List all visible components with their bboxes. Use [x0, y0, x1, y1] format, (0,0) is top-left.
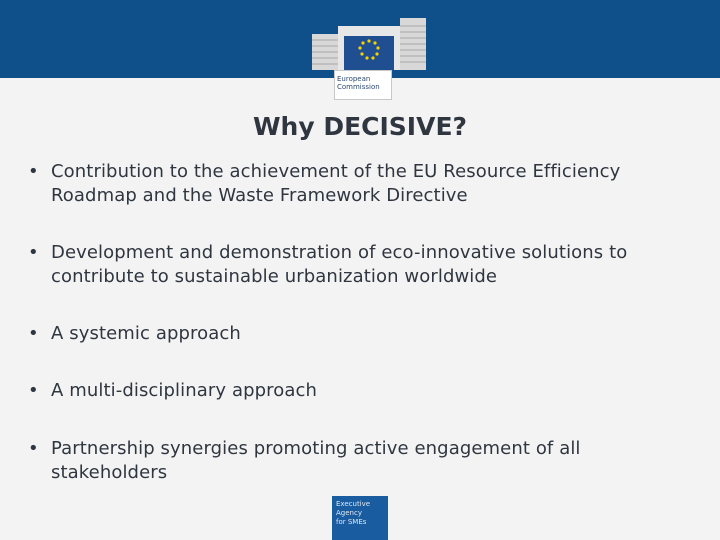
logo-text-european: European — [337, 75, 371, 83]
slide-title: Why DECISIVE? — [252, 112, 468, 141]
bullet-text: Development and demonstration of eco-innovative solutions to contribute to sustainable urbanization worldwide — [51, 242, 628, 287]
bullet-item — [28, 241, 698, 289]
commission-building-icon — [308, 18, 430, 70]
bullet-dot-icon: • — [28, 380, 39, 401]
bullet-item — [28, 437, 698, 485]
bullet-text: Partnership synergies promoting active engagement of all stakeholders — [51, 438, 581, 483]
bullet-text: A systemic approach — [51, 323, 241, 344]
agency-logo-text — [336, 500, 370, 527]
agency-logo-line: Executive — [336, 500, 371, 508]
bullet-item — [28, 160, 698, 208]
agency-logo-line: Agency — [336, 509, 362, 517]
logo-text-commission: Commission — [337, 83, 380, 91]
bullet-text: Contribution to the achievement of the EU Resource Efficiency Roadmap and the Waste Framework Directive — [51, 161, 621, 206]
bullet-item — [28, 322, 698, 346]
bullet-dot-icon: • — [28, 161, 39, 182]
bullet-text: A multi-disciplinary approach — [51, 380, 318, 401]
executive-agency-logo — [332, 496, 388, 540]
logo-label — [334, 70, 392, 100]
agency-logo-line: for SMEs — [336, 518, 367, 526]
bullet-item — [28, 379, 698, 403]
european-commission-logo — [308, 18, 430, 102]
bullet-dot-icon: • — [28, 438, 39, 459]
bullet-dot-icon: • — [28, 323, 39, 344]
bullet-dot-icon: • — [28, 242, 39, 263]
